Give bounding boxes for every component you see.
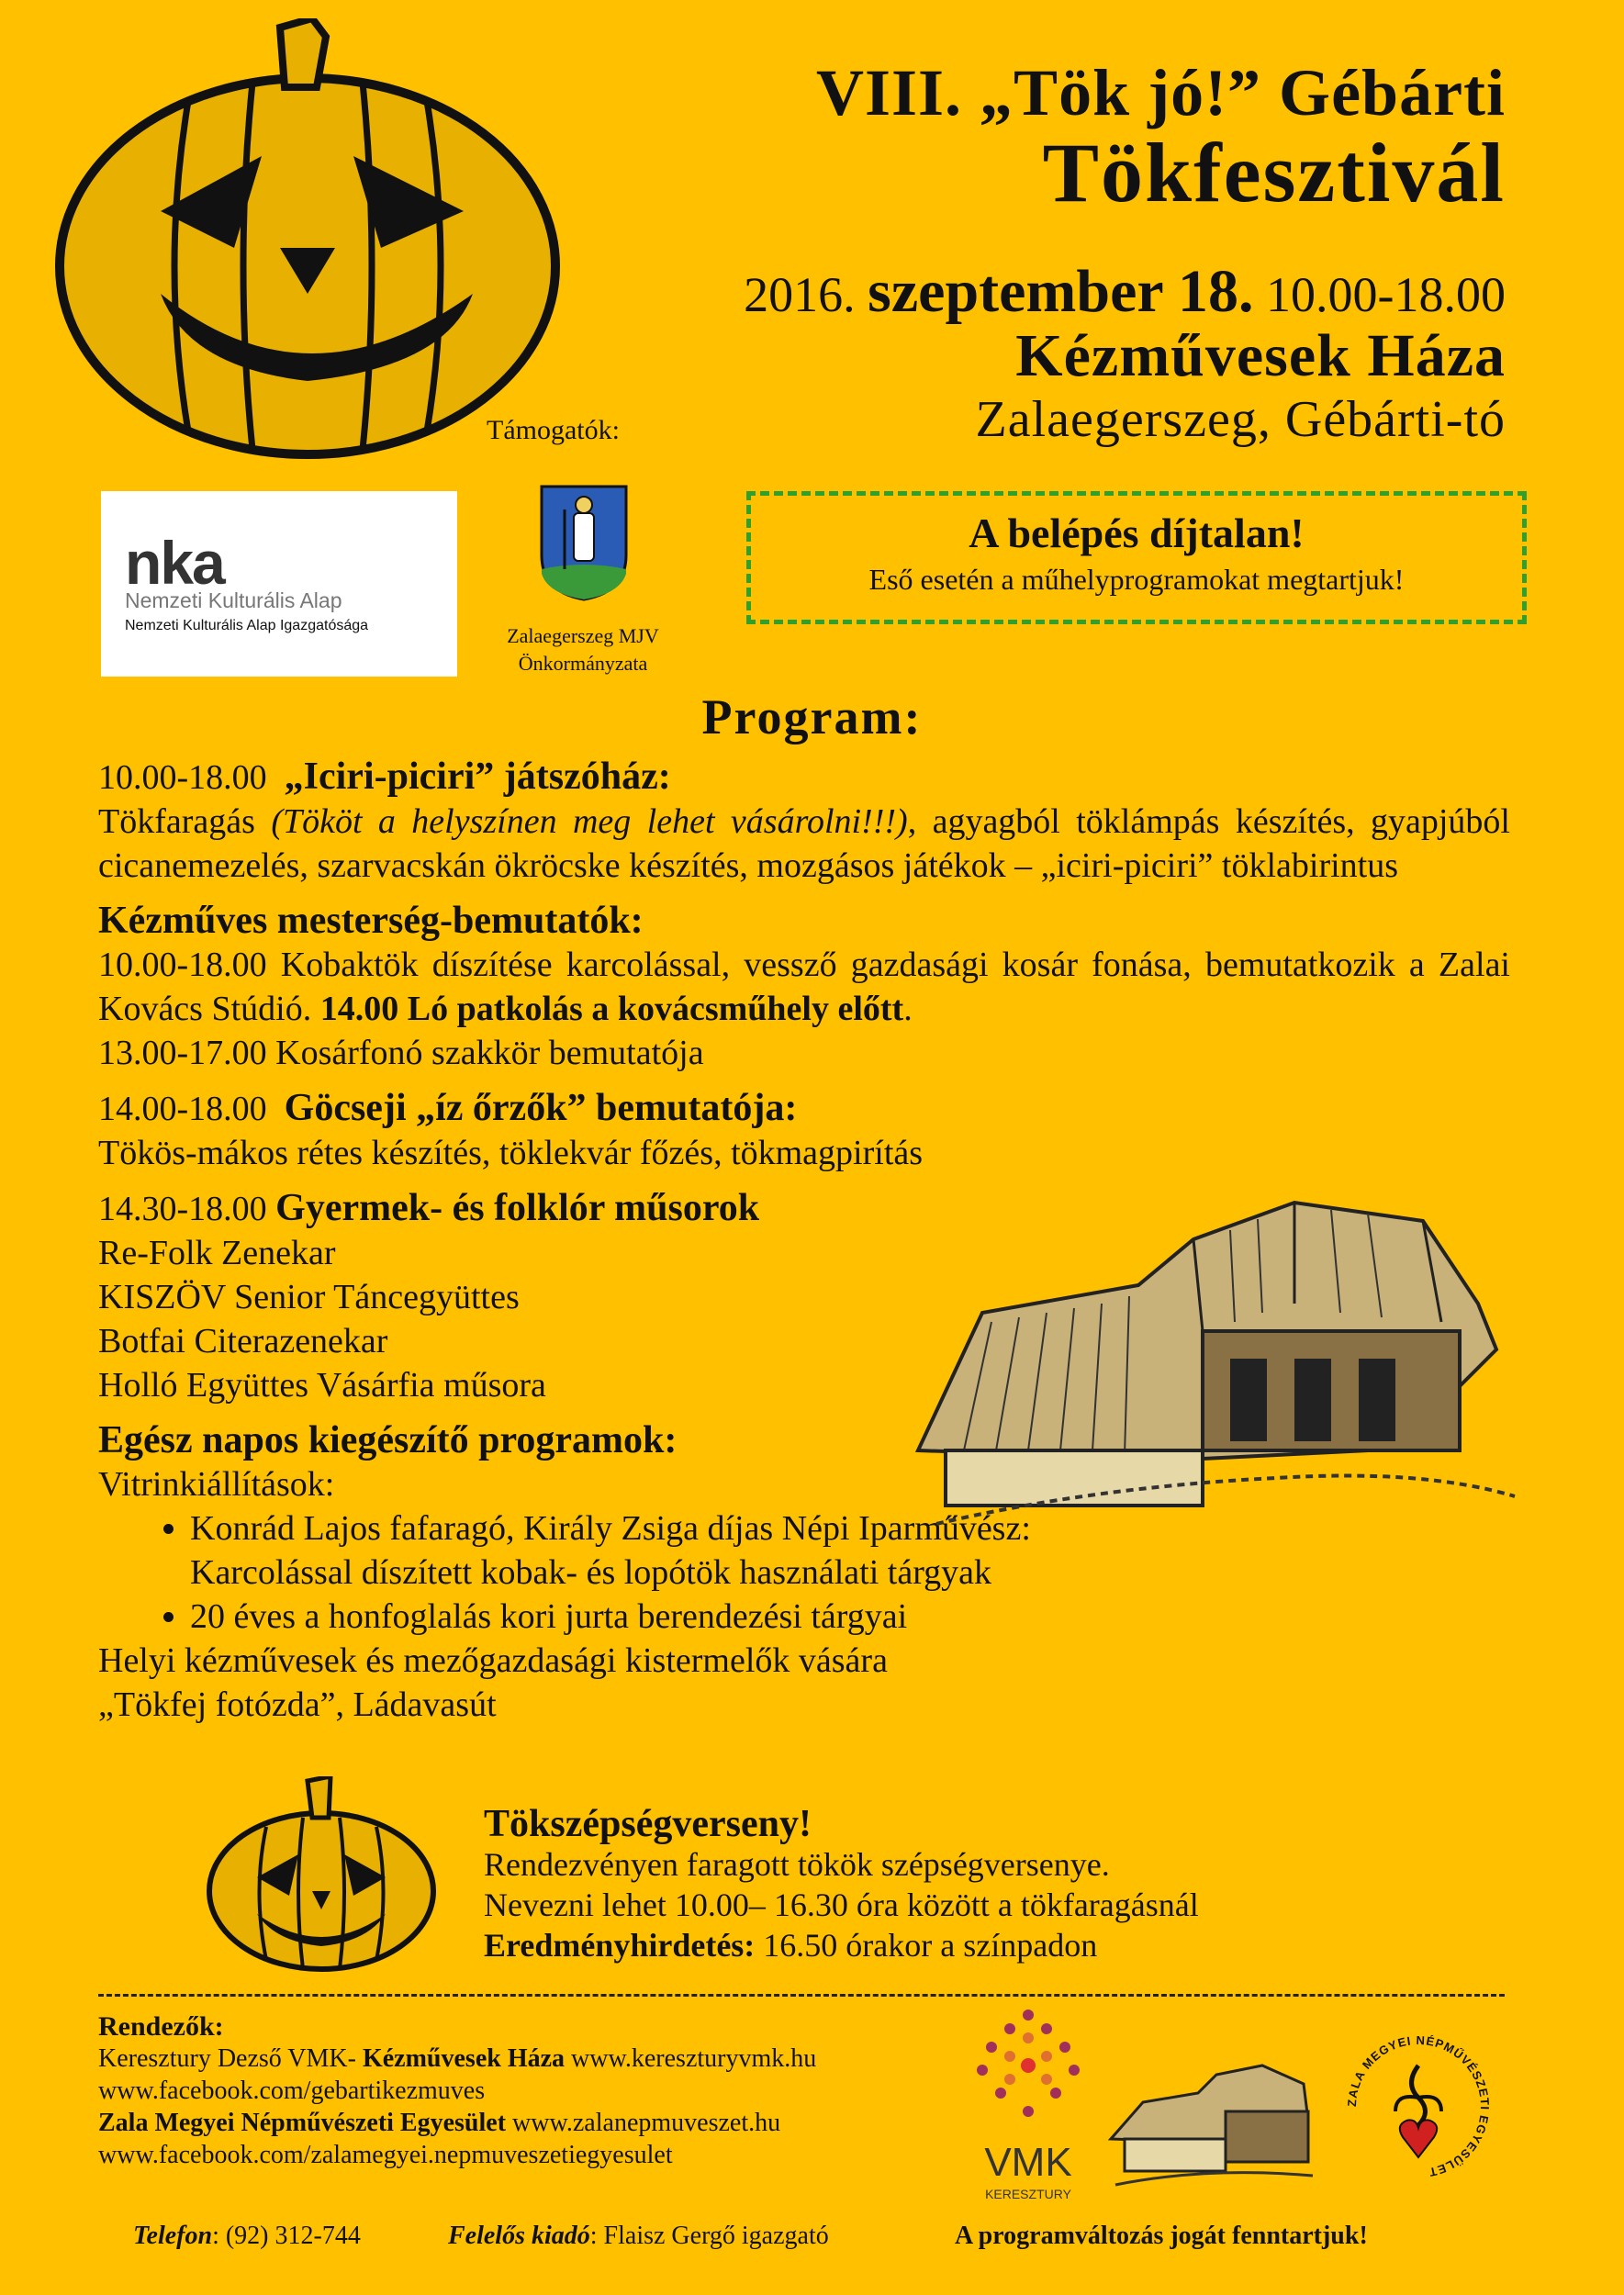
event-date bbox=[514, 257, 1506, 327]
taste-title: Göcseji „íz őrzők” bemutatója: bbox=[284, 1087, 798, 1129]
taste-text: Tökös-mákos rétes készítés, töklekvár főzés, tökmagpirítás bbox=[98, 1134, 924, 1172]
organizer-1-url[interactable]: www.kereszturyvmk.hu bbox=[571, 2044, 817, 2073]
crafts-line1 bbox=[98, 943, 1510, 1031]
craft-house-illustration bbox=[909, 1175, 1533, 1561]
organizer-2 bbox=[98, 2107, 980, 2139]
vmk-logo-text: VMK bbox=[984, 2140, 1072, 2185]
exhibitions-label: Vitrinkiállítások: bbox=[98, 1465, 335, 1504]
exhibition-item: • 20 éves a honfoglalás kori jurta berendezési tárgyai bbox=[190, 1595, 1510, 1639]
nka-subtitle: Nemzeti Kulturális Alap Igazgatósága bbox=[125, 618, 369, 633]
organizer-1-house: Kézművesek Háza bbox=[362, 2044, 566, 2073]
organizer-1-facebook[interactable]: www.facebook.com/gebartikezmuves bbox=[98, 2077, 486, 2105]
folk-item: KISZÖV Senior Táncegyüttes bbox=[98, 1278, 520, 1316]
festival-title-line1: VIII. „Tök jó!” Gébárti bbox=[815, 56, 1506, 129]
extra-title: Egész napos kiegészítő programok: bbox=[98, 1419, 678, 1461]
crafts-title: Kézműves mesterség-bemutatók: bbox=[98, 900, 644, 942]
playhouse-text-end: , agyagból töklámpás készítés, gyapjúból cicanemezelés, szarvacskán ökröcske készítés, mozgásos játékok – „iciri-piciri” töklabirintus bbox=[98, 802, 1510, 885]
folk-title: Gyermek- és folklór műsorok bbox=[275, 1187, 760, 1229]
contest-title: Tökszépségverseny! bbox=[484, 1803, 812, 1845]
organizer-1-name: Keresztury Dezső VMK- bbox=[98, 2044, 356, 2073]
city-government-line2: Önkormányzata bbox=[518, 652, 648, 675]
organizers-block bbox=[98, 2010, 980, 2171]
nka-logo: nka bbox=[125, 529, 224, 597]
organizer-2-name: Zala Megyei Népművészeti Egyesület bbox=[98, 2109, 507, 2137]
city-crest-icon bbox=[537, 482, 631, 601]
folk-item: Holló Együttes Vásárfia műsora bbox=[98, 1366, 546, 1405]
vmk-logo-subtext: KERESZTURY bbox=[985, 2187, 1071, 2201]
jack-o-lantern-illustration bbox=[50, 18, 565, 459]
free-entry-title: A belépés díjtalan! bbox=[969, 509, 1305, 556]
nka-logo-box bbox=[101, 491, 457, 677]
festival-title-line2: Tökfesztivál bbox=[1042, 126, 1506, 219]
zala-logo-ring-text: ZALA MEGYEI NÉPMŰVÉSZETI EGYESÜLET bbox=[1344, 2032, 1493, 2180]
contest-line2: Nevezni lehet 10.00– 16.30 óra között a tökfaragásnál bbox=[484, 1886, 1199, 1923]
event-year: 2016. bbox=[744, 267, 856, 322]
event-city: Zalaegerszeg, Gébárti-tó bbox=[975, 391, 1506, 448]
taste-heading bbox=[98, 1086, 1510, 1131]
playhouse-time: 10.00-18.00 bbox=[98, 758, 267, 797]
photo-line: „Tökfej fotózda”, Ládavasút bbox=[98, 1685, 497, 1724]
playhouse-text bbox=[98, 800, 1510, 888]
publisher-name: : Flaisz Gergő igazgató bbox=[589, 2222, 829, 2250]
zala-folk-art-association-logo-icon bbox=[1340, 2029, 1496, 2185]
organizer-2-facebook[interactable]: www.facebook.com/zalamegyei.nepmuveszetiegyesulet bbox=[98, 2141, 673, 2169]
sponsors-label: Támogatók: bbox=[487, 415, 620, 445]
event-venue: Kézművesek Háza bbox=[1015, 322, 1506, 389]
playhouse-title: „Iciri-piciri” játszóház: bbox=[284, 756, 671, 798]
folk-item: Re-Folk Zenekar bbox=[98, 1234, 336, 1272]
market-line: Helyi kézművesek és mezőgazdasági kistermelők vására bbox=[98, 1641, 888, 1680]
phone-info bbox=[133, 2222, 361, 2251]
publisher-info bbox=[448, 2222, 829, 2251]
folk-time: 14.30-18.00 bbox=[98, 1190, 267, 1228]
footer-divider bbox=[98, 1994, 1505, 1997]
playhouse-heading bbox=[98, 755, 1510, 800]
city-government-label bbox=[477, 622, 689, 677]
contest-line1: Rendezvényen faragott tökök szépségversenye. bbox=[484, 1846, 1110, 1883]
nka-name: Nemzeti Kulturális Alap bbox=[125, 588, 342, 612]
playhouse-text-start: Tökfaragás bbox=[98, 802, 255, 841]
taste-time: 14.00-18.00 bbox=[98, 1090, 267, 1128]
playhouse-text-italic: (Tököt a helyszínen meg lehet vásárolni!!!) bbox=[271, 802, 908, 841]
phone-label: Telefon bbox=[133, 2222, 213, 2250]
pumpkin-contest bbox=[484, 1804, 1540, 1965]
publisher-label: Felelős kiadó bbox=[448, 2222, 590, 2250]
free-entry-box bbox=[746, 491, 1527, 624]
vmk-logo-icon bbox=[964, 2001, 1092, 2208]
contest-result bbox=[484, 1925, 1540, 1965]
crafts-line1-end: . bbox=[903, 990, 913, 1028]
program-heading: Program: bbox=[701, 689, 923, 744]
small-house-illustration bbox=[1106, 2056, 1317, 2194]
small-jack-o-lantern-illustration bbox=[202, 1776, 441, 1974]
city-government-line1: Zalaegerszeg MJV bbox=[507, 624, 659, 647]
crafts-line1-text: 10.00-18.00 Kobaktök díszítése karcolással, vessző gazdasági kosár fonása, bemutatkozik a Zalai Kovács Stúdió. bbox=[98, 946, 1510, 1028]
organizer-2-url[interactable]: www.zalanepmuveszet.hu bbox=[512, 2109, 781, 2137]
program-change-note: A programváltozás jogát fenntartjuk! bbox=[955, 2222, 1368, 2250]
organizers-label: Rendezők: bbox=[98, 2011, 224, 2042]
exhibition-item-line2: Karcolással díszített kobak- és lopótök használati tárgyak bbox=[190, 1553, 992, 1592]
crafts-horseshoe: 14.00 Ló patkolás a kovácsműhely előtt bbox=[319, 990, 904, 1028]
crafts-line2: 13.00-17.00 Kosárfonó szakkör bemutatója bbox=[98, 1034, 704, 1072]
contest-result-text: 16.50 órakor a színpadon bbox=[763, 1927, 1098, 1964]
rain-note: Eső esetén a műhelyprogramokat megtartjuk! bbox=[868, 563, 1405, 596]
event-hours: 10.00-18.00 bbox=[1266, 267, 1506, 322]
exhibition-item-line1: Konrád Lajos fafaragó, Király Zsiga díjas Népi Iparművész: bbox=[190, 1509, 1031, 1548]
folk-item: Botfai Citerazenekar bbox=[98, 1322, 388, 1360]
organizer-1 bbox=[98, 2043, 980, 2075]
event-day: szeptember 18. bbox=[868, 258, 1254, 325]
phone-number: : (92) 312-744 bbox=[212, 2222, 361, 2250]
contest-result-label: Eredményhirdetés: bbox=[484, 1927, 756, 1964]
